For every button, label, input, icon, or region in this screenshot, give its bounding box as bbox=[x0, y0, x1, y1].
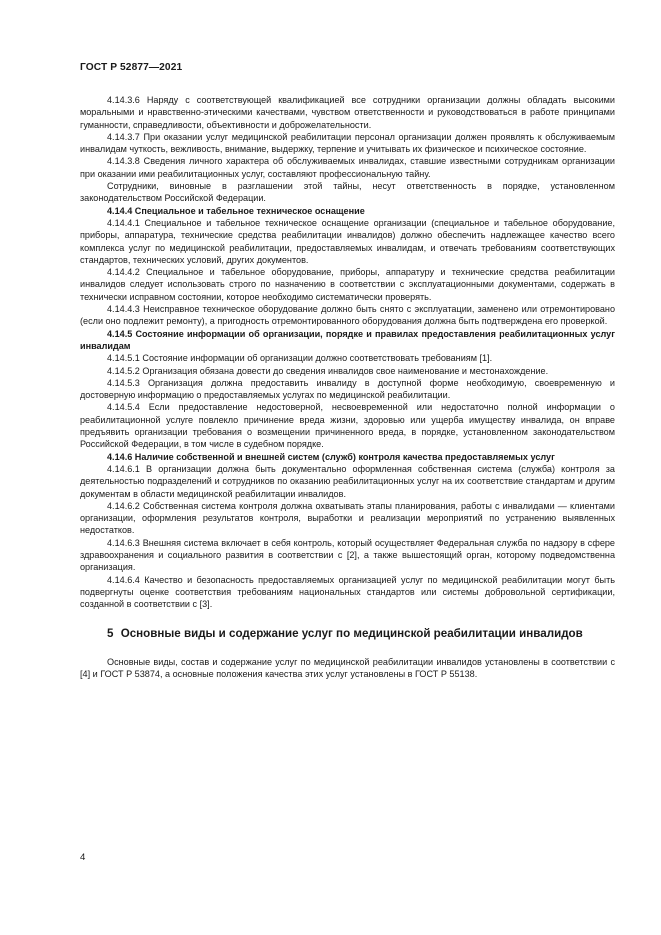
section-title: Основные виды и содержание услуг по медицинской реабилитации инвалидов bbox=[120, 627, 583, 641]
clause-paragraph: 4.14.4.2 Специальное и табельное оборудование, приборы, аппаратуру и технические средства реабилитации инвалидов следует использовать строго по назначению в соответствии с эксплуатационными документами, содержать в технически исправном состоянии, которое необходимо систематически проверять. bbox=[80, 267, 615, 302]
page-number: 4 bbox=[80, 852, 86, 863]
section-heading bbox=[80, 627, 615, 642]
clause-paragraph: 4.14.5.2 Организация обязана довести до сведения инвалидов свое наименование и местонахождение. bbox=[107, 365, 549, 376]
clause-paragraph: Сотрудники, виновные в разглашении этой тайны, несут ответственность в порядке, установленном законодательством Российской Федерации. bbox=[80, 181, 615, 204]
clause-heading: 4.14.6 Наличие собственной и внешней систем (служб) контроля качества предоставляемых услуг bbox=[107, 451, 555, 462]
clause-heading: 4.14.4 Специальное и табельное техническое оснащение bbox=[107, 205, 365, 216]
clause-heading: 4.14.5 Состояние информации об организации, порядке и правилах предоставления реабилитационных услуг инвалидам bbox=[80, 328, 615, 351]
clause-paragraph: 4.14.4.3 Неисправное техническое оборудование должно быть снято с эксплуатации, заменено или отремонтировано (если оно подлежит ремонту), а пригодность отремонтированного оборудования должна быть подтверждена его проверкой. bbox=[80, 304, 615, 327]
clause-paragraph: Основные виды, состав и содержание услуг по медицинской реабилитации инвалидов установлены в соответствии с [4] и ГОСТ Р 53874, а основные положения качества этих услуг установлены в ГОСТ Р 55138. bbox=[80, 656, 615, 680]
standard-code-header: ГОСТ Р 52877—2021 bbox=[80, 62, 183, 73]
document-body bbox=[80, 94, 615, 681]
clause-paragraph: 4.14.6.2 Собственная система контроля должна охватывать этапы планирования, работы с инвалидами — клиентами организации, оформления результатов контроля, выработки и реализации мероприятий по устранению выявленных недостатков. bbox=[80, 500, 615, 536]
clause-paragraph: 4.14.5.3 Организация должна предоставить инвалиду в доступной форме необходимую, своевременную и достоверную информацию о предоставляемых услугах по медицинской реабилитации. bbox=[80, 377, 615, 401]
section-number: 5 bbox=[107, 627, 114, 641]
clause-paragraph: 4.14.3.6 Наряду с соответствующей квалификацией все сотрудники организации должны обладать высокими моральными и нравственно-этическими качествами, чувством ответственности и руководствоваться в работе принципами гуманности, справедливости, объективности и доброжелательности. bbox=[80, 95, 615, 130]
clause-paragraph: 4.14.6.1 В организации должна быть документально оформленная собственная система (служба) контроля за деятельностью подразделений и сотрудников по оказанию реабилитационных услуг на их соответствие стандартам и другим документам в области медицинской реабилитации инвалидов. bbox=[80, 463, 615, 499]
clause-paragraph: 4.14.4.1 Специальное и табельное техническое оснащение организации (специальное и табельное оборудование, приборы, аппаратура, технические средства реабилитации инвалидов) должно обеспечить надлежащее качество всего комплекса услуг по медицинской реабилитации, предоставляемых инвалидам, и отвечать требованиям соответствующих стандартов, технических условий, других документов. bbox=[80, 217, 615, 265]
clause-list bbox=[80, 94, 615, 610]
section-body bbox=[80, 656, 615, 681]
clause-paragraph: 4.14.6.4 Качество и безопасность предоставляемых организацией услуг по медицинской реабилитации могут быть подвергнуты оценке соответствия требованиям национальных стандартов или системы добровольной сертификации, созданной в соответствии с [3]. bbox=[80, 574, 615, 610]
clause-paragraph: 4.14.5.1 Состояние информации об организации должно соответствовать требованиям [1]. bbox=[107, 353, 493, 364]
clause-paragraph: 4.14.3.7 При оказании услуг медицинской реабилитации персонал организации должен проявлять к обслуживаемым инвалидам чуткость, вежливость, внимание, выдержку, терпение и учитывать их физическое и психическое состояние. bbox=[80, 131, 615, 155]
clause-paragraph: 4.14.5.4 Если предоставление недостоверной, несвоевременной или недостаточно полной информации о реабилитационной услуге повлекло причинение вреда жизни, здоровью или ущерба имуществу инвалида, он вправе предъявить организации требования о возмещении причиненного вреда, в порядке, установленном законодательством Российской Федерации, в том числе в судебном порядке. bbox=[80, 402, 615, 450]
clause-paragraph: 4.14.6.3 Внешняя система включает в себя контроль, который осуществляет Федеральная служба по надзору в сфере здравоохранения и социального развития в соответствии с [2], а также вышестоящий орган, которому подведомственна организация. bbox=[80, 537, 615, 573]
clause-paragraph: 4.14.3.8 Сведения личного характера об обслуживаемых инвалидах, ставшие известными сотрудникам организации при оказании ими реабилитационных услуг, составляют профессиональную тайну. bbox=[80, 156, 615, 179]
